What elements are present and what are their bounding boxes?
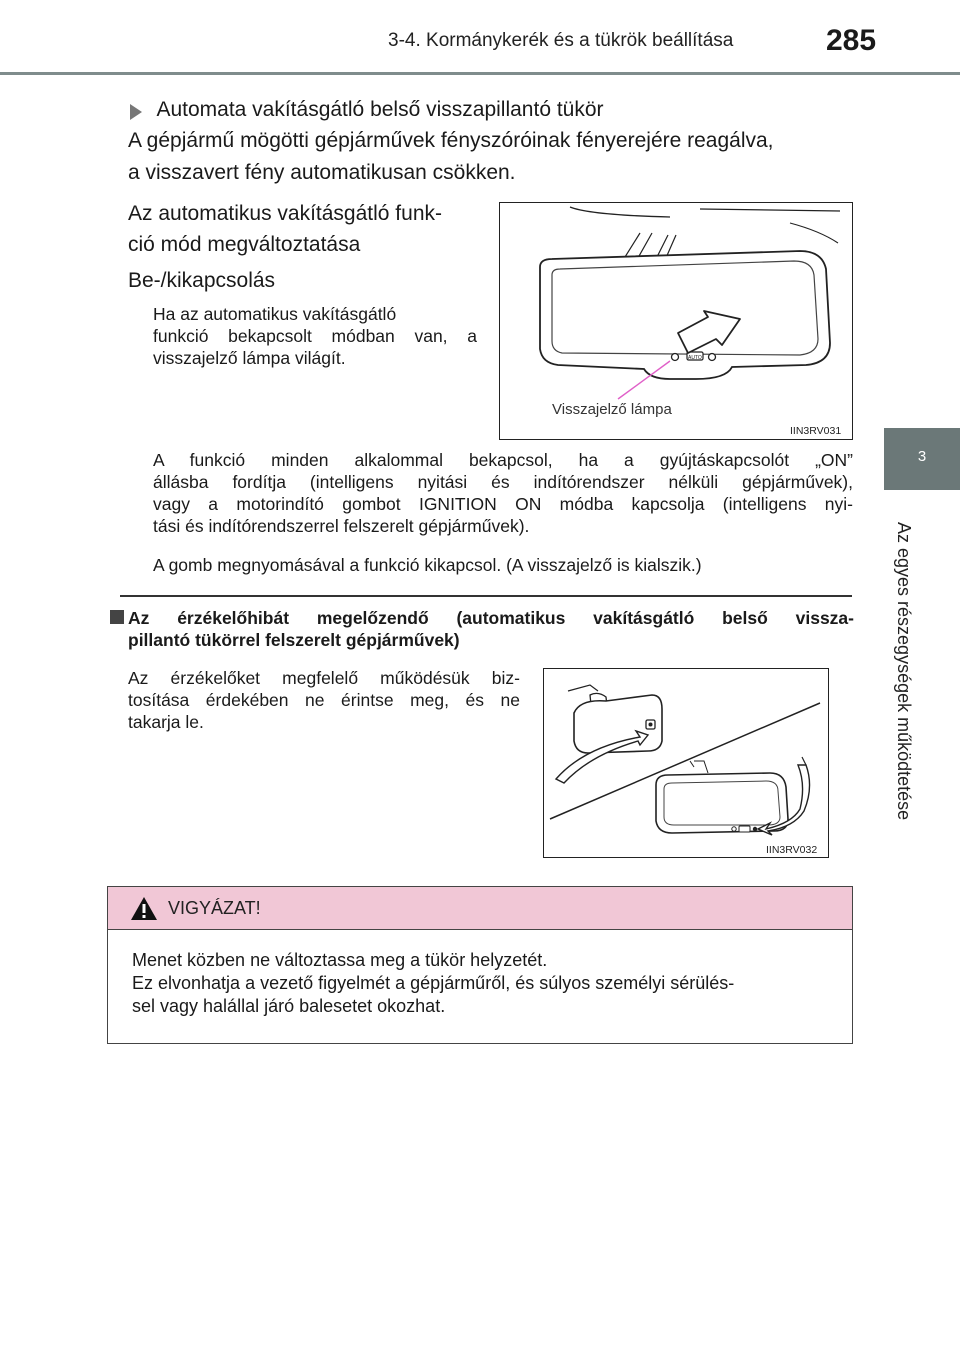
section2-heading xyxy=(110,607,854,651)
note1-line3: vagy a motorindító gombot IGNITION ON módba kapcsolja (intelligens nyi- xyxy=(153,494,853,514)
mode-change-line2: ció mód megváltoztatása xyxy=(128,233,361,256)
page-number: 285 xyxy=(826,24,877,57)
note1 xyxy=(153,449,853,537)
note2: A gomb megnyomásával a funkció kikapcsol. (A visszajelző is kialszik.) xyxy=(153,555,702,575)
section2-heading-row1 xyxy=(110,607,854,629)
running-header-title: 3-4. Kormánykerék és a tükrök beállítása xyxy=(388,30,734,51)
toggle-desc-line1 xyxy=(153,303,477,325)
warning-triangle-icon xyxy=(130,896,158,921)
toggle-description xyxy=(153,303,477,369)
caution-line3: sel vagy halállal járó balesetet okozhat. xyxy=(132,996,446,1016)
square-bullet-icon xyxy=(110,610,124,624)
auto-button-label: AUTO xyxy=(688,355,702,361)
toggle-desc-line1-text: Ha az automatikus vakításgátló xyxy=(153,304,397,324)
section1-heading: Automata vakításgátló belső visszapillantó tükör xyxy=(156,98,604,121)
section1-intro-line1: A gépjármű mögötti gépjárművek fényszóróinak fényerejére reagálva, xyxy=(128,129,774,152)
section2-heading-line1: Az érzékelőhibát megelőzendő (automatikus vakításgátló belső vissza- xyxy=(128,608,854,628)
caution-header xyxy=(108,887,852,930)
section1-intro-line2: a visszavert fény automatikusan csökken. xyxy=(128,161,516,184)
section2-body-line3: takarja le. xyxy=(128,712,204,732)
mirror-figure-1 xyxy=(499,202,853,440)
section1-heading-row xyxy=(130,93,604,127)
caution-line1: Menet közben ne változtassa meg a tükör helyzetét. xyxy=(132,950,548,970)
toggle-desc-line3: visszajelző lámpa világít. xyxy=(153,348,346,368)
note1-line1: A funkció minden alkalommal bekapcsol, ha a gyújtáskapcsolót „ON” xyxy=(153,450,853,470)
caution-title: VIGYÁZAT! xyxy=(168,898,261,918)
section2-body xyxy=(128,667,520,733)
caution-body xyxy=(132,949,832,1018)
section2-body-line1: Az érzékelőket megfelelő működésük biz- xyxy=(128,668,520,688)
header-rule xyxy=(0,72,884,75)
section2-body-line2: tosítása érdekében ne érintse meg, és ne xyxy=(128,690,520,710)
triangle-bullet-icon xyxy=(130,104,142,120)
figure2-code: IIN3RV032 xyxy=(766,844,818,856)
section2-heading-line2: pillantó tükörrel felszerelt gépjárművek) xyxy=(128,630,460,650)
indicator-lamp-callout: Visszajelző lámpa xyxy=(552,401,672,418)
mirror-figure-2 xyxy=(543,668,829,858)
side-rule xyxy=(884,72,960,75)
section-separator xyxy=(120,595,852,597)
caution-line2: Ez elvonhatja a vezető figyelmét a gépjárműről, és súlyos személyi sérülés- xyxy=(132,973,735,993)
mirror-illustration-2 xyxy=(544,669,828,857)
mirror-illustration-1 xyxy=(500,203,852,439)
mode-change-line1: Az automatikus vakításgátló funk- xyxy=(128,202,442,225)
chapter-title: Az egyes részegységek működtetése xyxy=(894,522,914,821)
toggle-desc-line2: funkció bekapcsolt módban van, a xyxy=(153,326,477,346)
chapter-number: 3 xyxy=(917,448,927,465)
figure1-code: IIN3RV031 xyxy=(790,425,842,437)
toggle-title: Be-/kikapcsolás xyxy=(128,269,276,292)
caution-box xyxy=(107,886,853,1044)
note1-line2: állásba fordítja (intelligens nyitási és indítórendszer nélküli gépjárművek), xyxy=(153,472,853,492)
note1-line4: tási és indítórendszerrel felszerelt gépjárművek). xyxy=(153,516,530,536)
